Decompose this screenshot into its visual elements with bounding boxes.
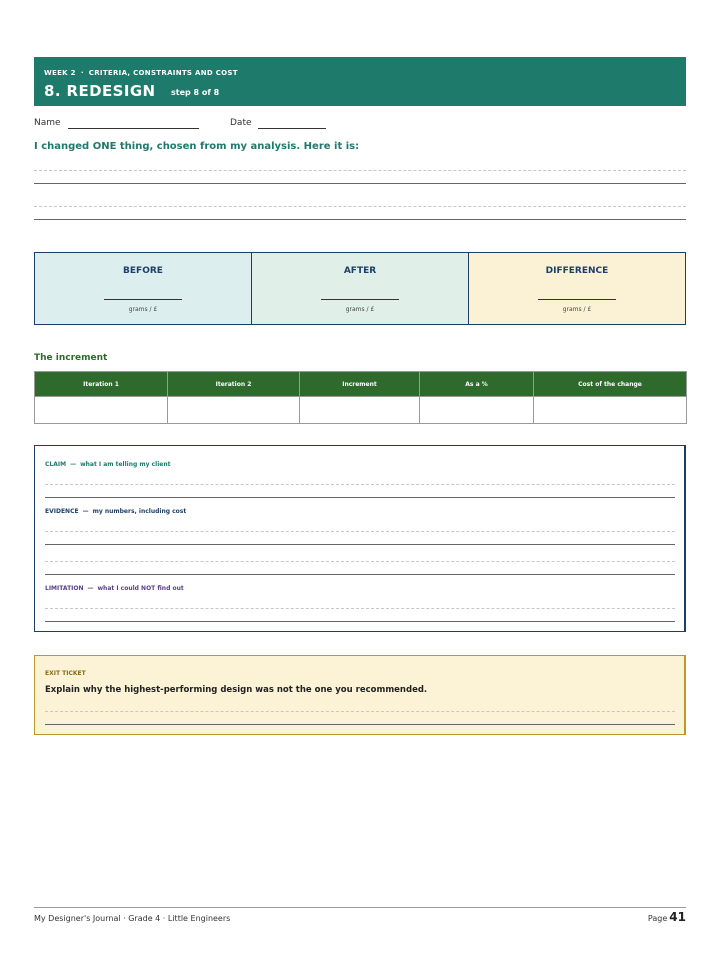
step-indicator: step 8 of 8 [171, 88, 220, 97]
page-number [648, 910, 686, 924]
date-field[interactable] [258, 128, 326, 129]
page-label: Page [647, 914, 668, 923]
evidence-separator: — [82, 508, 89, 515]
difference-cell [468, 253, 685, 324]
footer-divider [34, 907, 686, 908]
claim-label [45, 461, 171, 468]
increment-table [34, 371, 687, 424]
claim-title: CLAIM [45, 461, 67, 468]
name-label: Name [34, 118, 61, 128]
difference-answer-line[interactable] [538, 299, 616, 300]
after-cell [251, 253, 468, 324]
after-answer-line[interactable] [321, 299, 399, 300]
redesign-prompt: I changed ONE thing, chosen from my analysis. Here it is: [34, 141, 360, 152]
guide-line [45, 711, 675, 712]
page-title: 8. REDESIGN [44, 82, 156, 100]
claim-writing-line[interactable] [45, 497, 675, 498]
name-field[interactable] [68, 128, 199, 129]
writing-line[interactable] [34, 219, 686, 220]
page-number-value: 41 [669, 910, 686, 924]
cost-cell[interactable] [534, 397, 687, 424]
column-header: As a % [420, 372, 534, 397]
exit-ticket-label: EXIT TICKET [45, 670, 86, 677]
header-banner [34, 57, 686, 106]
iteration-1-cell[interactable] [35, 397, 168, 424]
guide-line [45, 484, 675, 485]
column-header: Increment [300, 372, 420, 397]
evidence-label [45, 508, 186, 515]
column-header: Iteration 1 [35, 372, 168, 397]
difference-unit: grams / £ [562, 306, 592, 313]
before-cell [35, 253, 251, 324]
guide-line [45, 608, 675, 609]
date-label: Date [230, 118, 252, 128]
percent-cell[interactable] [420, 397, 534, 424]
guide-line [45, 531, 675, 532]
before-unit: grams / £ [128, 306, 158, 313]
after-title: AFTER [343, 266, 377, 276]
exit-ticket-writing-line[interactable] [45, 724, 675, 725]
evidence-title: EVIDENCE [45, 508, 79, 515]
increment-cell[interactable] [300, 397, 420, 424]
iteration-2-cell[interactable] [168, 397, 300, 424]
before-title: BEFORE [123, 266, 163, 276]
claim-evidence-box [34, 445, 686, 632]
comparison-box [34, 252, 686, 325]
evidence-desc: my numbers, including cost [92, 508, 187, 515]
guide-line [34, 206, 686, 207]
evidence-writing-line[interactable] [45, 544, 675, 545]
header-subtitle [44, 69, 238, 77]
footer-journal-title: My Designer's Journal · Grade 4 · Little Engineers [34, 914, 231, 923]
claim-desc: what I am telling my client [80, 461, 171, 468]
topic-label: CRITERIA, CONSTRAINTS AND COST [88, 69, 238, 77]
limitation-writing-line[interactable] [45, 621, 675, 622]
evidence-writing-line[interactable] [45, 574, 675, 575]
guide-line [45, 561, 675, 562]
limitation-separator: — [87, 585, 94, 592]
guide-line [34, 170, 686, 171]
column-header: Cost of the change [534, 372, 687, 397]
exit-ticket-box [34, 655, 686, 735]
limitation-label [45, 585, 184, 592]
table-header-row [35, 372, 687, 397]
header-separator: · [80, 69, 84, 77]
exit-ticket-question: Explain why the highest-performing design was not the one you recommended. [45, 685, 428, 695]
writing-line[interactable] [34, 183, 686, 184]
difference-title: DIFFERENCE [545, 266, 609, 276]
increment-title: The increment [34, 353, 108, 363]
table-row [35, 397, 687, 424]
after-unit: grams / £ [345, 306, 375, 313]
limitation-desc: what I could NOT find out [97, 585, 184, 592]
column-header: Iteration 2 [168, 372, 300, 397]
week-label: WEEK 2 [44, 69, 76, 77]
before-answer-line[interactable] [104, 299, 182, 300]
claim-separator: — [70, 461, 77, 468]
limitation-title: LIMITATION [45, 585, 84, 592]
